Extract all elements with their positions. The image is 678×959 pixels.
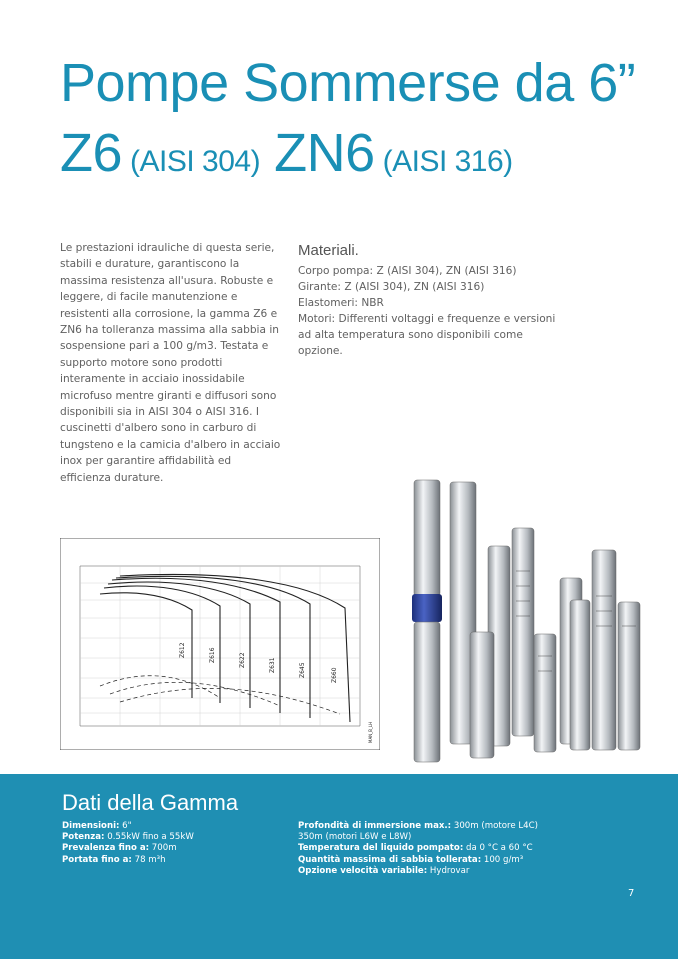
curve-label: Z616: [209, 647, 216, 663]
chart-code: MAN_B_LH: [368, 721, 373, 743]
materials-line: Girante: Z (AISI 304), ZN (AISI 316): [298, 281, 485, 293]
specs-right: [298, 821, 598, 877]
performance-chart: [60, 538, 380, 750]
model-z6: Z6: [60, 123, 123, 183]
page-number: 7: [628, 888, 635, 899]
range-heading: Dati della Gamma: [62, 790, 239, 815]
materials-line: Elastomeri: NBR: [298, 297, 384, 309]
spec-row: Prevalenza fino a: 700m: [62, 843, 177, 854]
curve-label: Z631: [269, 657, 276, 673]
curve-label: Z612: [179, 642, 186, 658]
curve-label: Z622: [239, 652, 246, 668]
intro-paragraph: Le prestazioni idrauliche di questa serie, stabili e durature, garantiscono la massima resistenza all'usura. Robuste e leggere, di facile manutenzione e resistenti alla corrosione, la gamma Z6 e ZN6 ha tolleranza massima alla sabbia in sospensione pari a 100 g/m3. Testata e supporto motore sono prodotti interamente in acciaio inossidabile microfuso mentre giranti e diffusori sono disponibili sia in AISI 304 o AISI 316. I cuscinetti d'albero sono in carburo di tungsteno e la camicia d'albero in acciaio inox per garantire affidabilità ed efficienza durature.: [60, 242, 281, 484]
spec-row: Dimensioni: 6": [62, 821, 132, 831]
materials-section: [298, 242, 568, 359]
model-zn6: ZN6: [274, 123, 375, 183]
spec-row: 350m (motori L6W e L8W): [298, 832, 412, 843]
model-title: [60, 122, 527, 184]
curve-label: Z645: [299, 662, 306, 678]
model-z6-material: (AISI 304): [130, 145, 261, 178]
spec-row: Temperatura del liquido pompato: da 0 °C a 60 °C: [298, 843, 533, 854]
spec-row: Profondità di immersione max.: 300m (motore L4C): [298, 821, 538, 831]
pump-product-image: [392, 476, 654, 770]
range-data-band: [0, 774, 678, 959]
model-zn6-material: (AISI 316): [382, 145, 513, 178]
materials-line: Corpo pompa: Z (AISI 304), ZN (AISI 316): [298, 265, 517, 277]
spec-row: Quantità massima di sabbia tollerata: 100 g/m³: [298, 854, 524, 865]
page-title: Pompe Sommerse da 6”: [60, 53, 636, 113]
spec-row: Potenza: 0.55kW fino a 55kW: [62, 832, 194, 843]
spec-row: Opzione velocità variabile: Hydrovar: [298, 865, 470, 876]
specs-left: [62, 821, 292, 866]
materials-line: Motori: Differenti voltaggi e frequenze e versioni ad alta temperatura sono disponibili come opzione.: [298, 313, 556, 357]
curve-label: Z660: [331, 667, 338, 683]
materials-heading: Materiali.: [298, 242, 359, 259]
spec-row: Portata fino a: 78 m³h: [62, 854, 166, 865]
